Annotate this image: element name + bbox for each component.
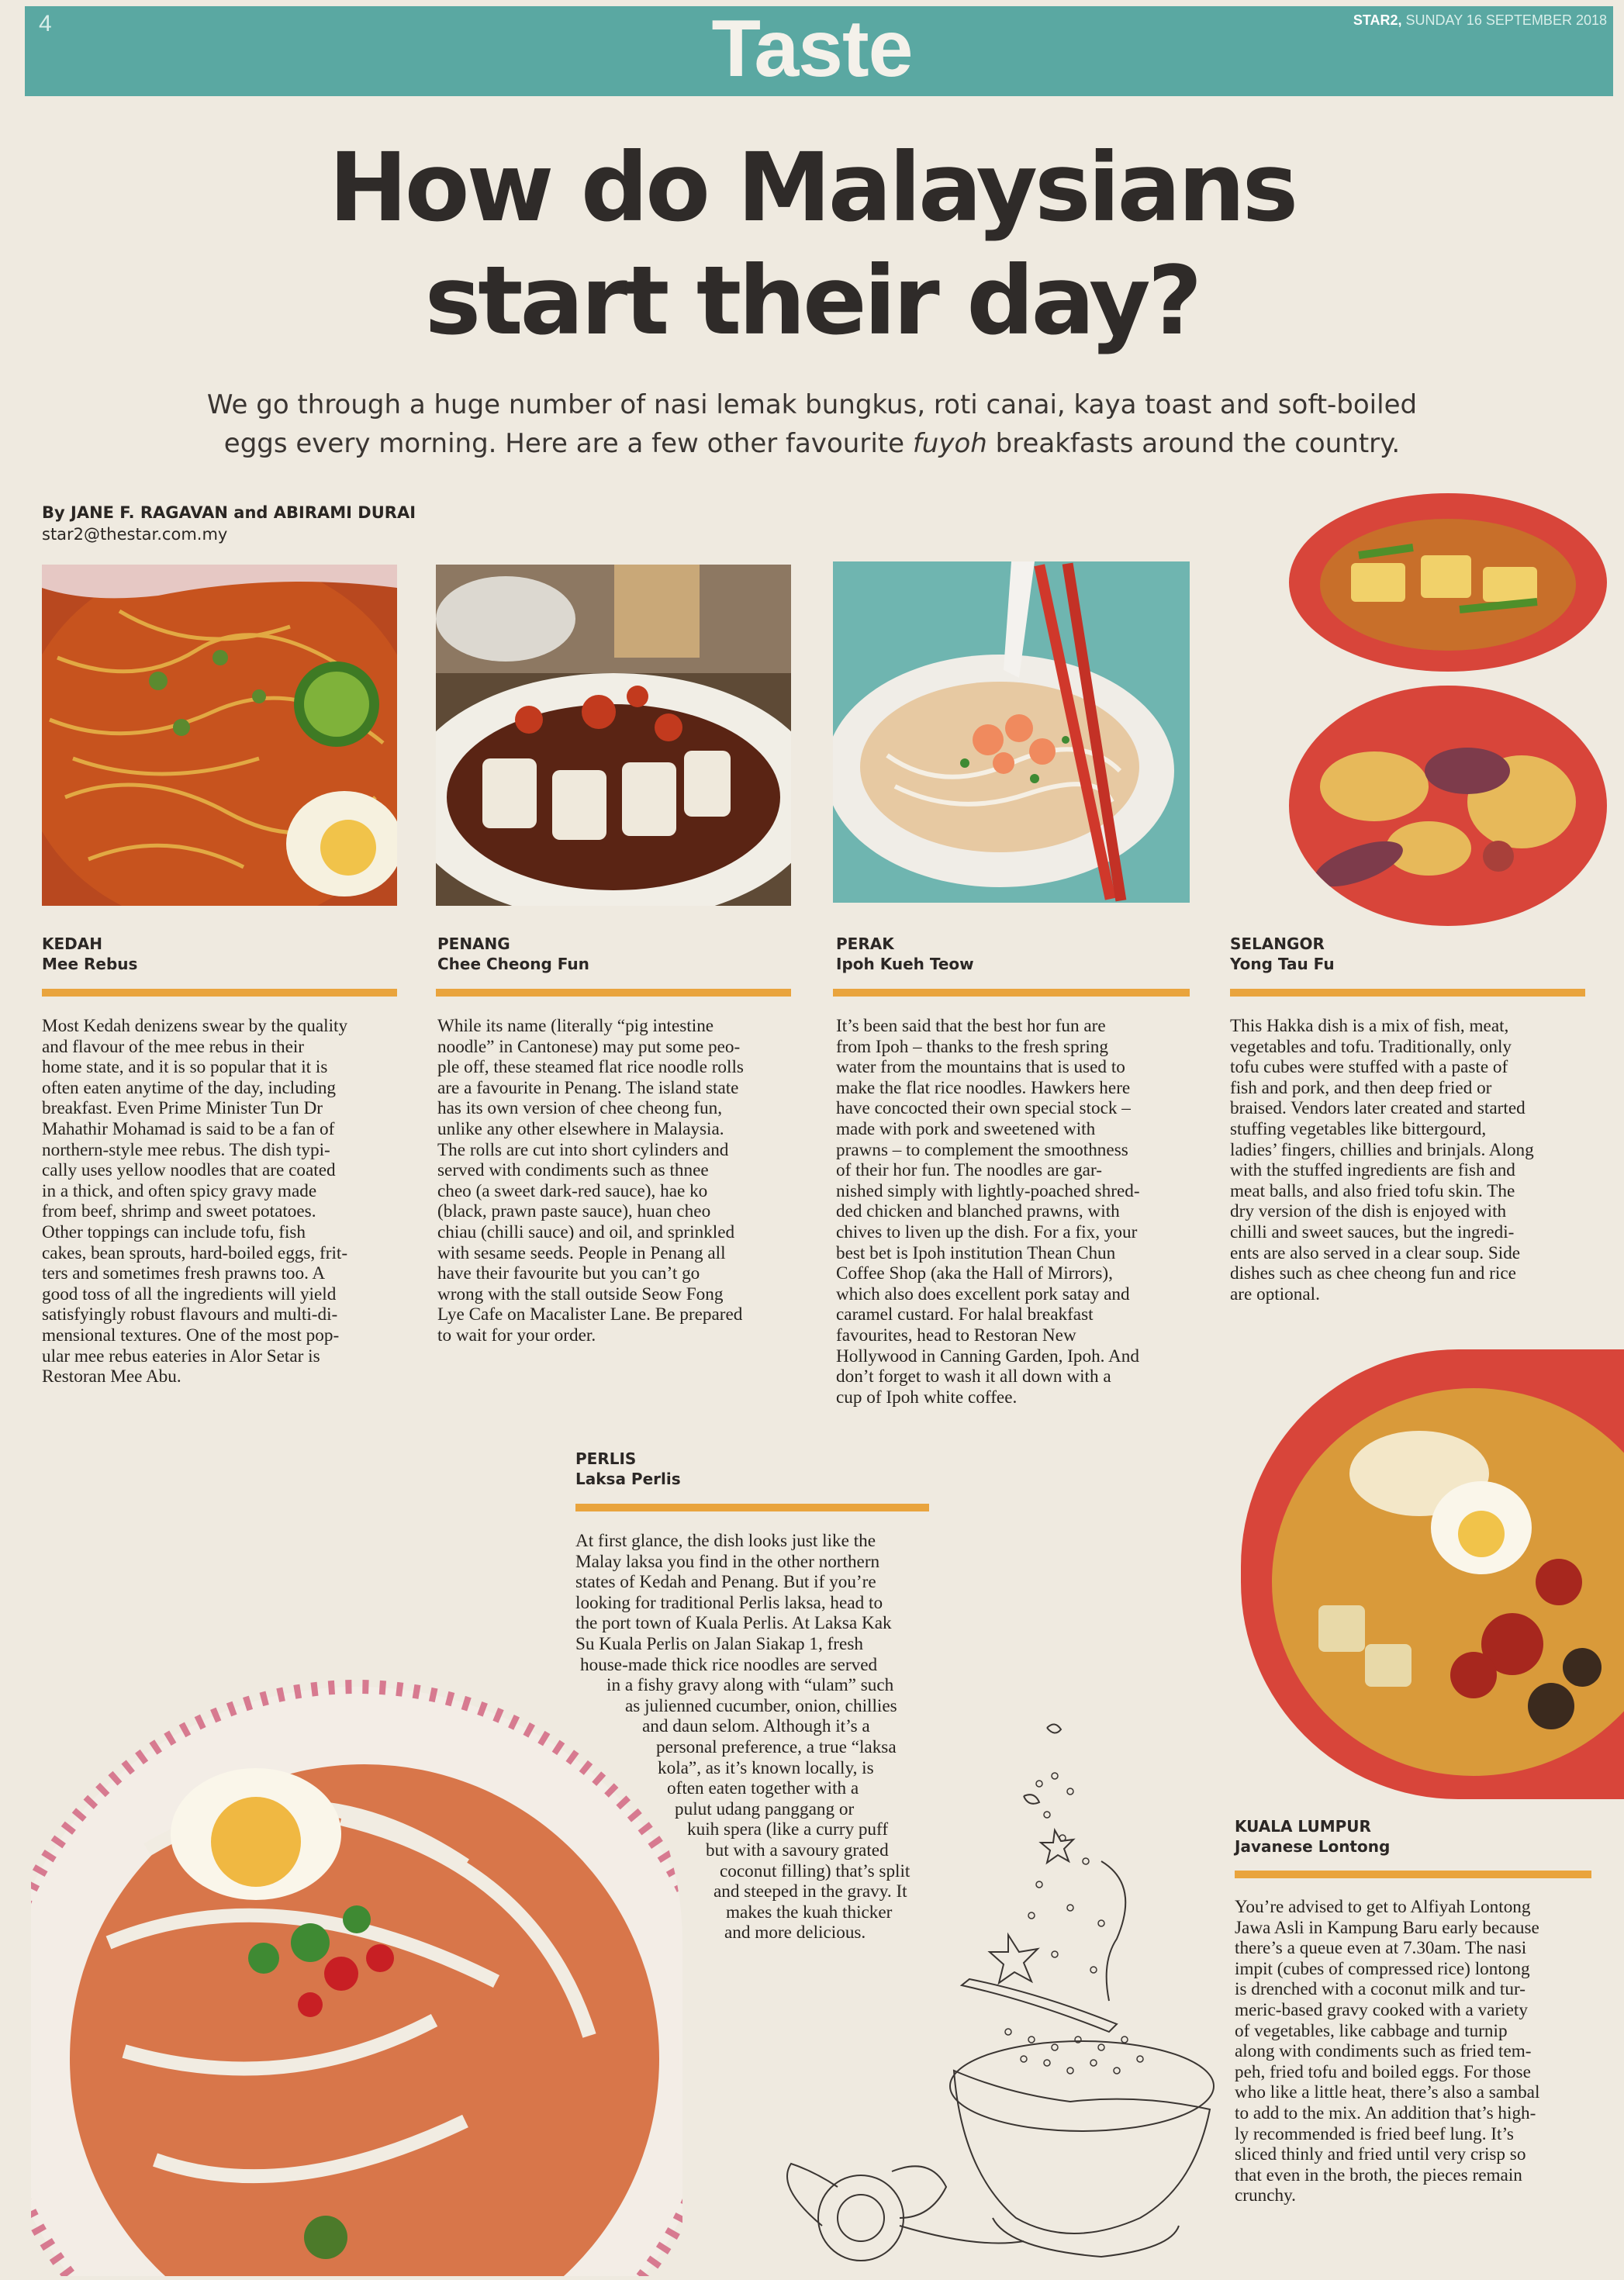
body-line: ly recommended is fried beef lung. It’s — [1235, 2123, 1514, 2144]
body-line: Jawa Asli in Kampung Baru early because — [1235, 1917, 1539, 1938]
body-line: in a thick, and often spicy gravy made — [42, 1180, 317, 1201]
body-line: water from the mountains that is used to — [836, 1057, 1125, 1078]
body-line: ladies’ fingers, chillies and brinjals. Along — [1230, 1139, 1534, 1160]
body-line: kola”, as it’s known locally, is — [658, 1757, 874, 1778]
body-line: makes the kuah thicker — [726, 1902, 893, 1922]
byline — [42, 502, 416, 545]
paper-name: STAR2, — [1353, 12, 1402, 28]
headline-line-2: start their day? — [424, 246, 1200, 356]
body-line: You’re advised to get to Alfiyah Lontong — [1235, 1897, 1531, 1917]
body-line: noodle” in Cantonese) may put some peo- — [437, 1036, 741, 1057]
body-line: Malay laksa you find in the other northern — [575, 1551, 880, 1572]
body-line: unlike any other elsewhere in Malaysia. — [437, 1118, 724, 1139]
body-line: but with a savoury grated — [706, 1840, 889, 1860]
body-line: vegetables and tofu. Traditionally, only — [1230, 1036, 1512, 1057]
body-line: the port town of Kuala Perlis. At Laksa Kak — [575, 1613, 892, 1634]
body-line: often eaten together with a — [667, 1778, 859, 1799]
body-line: Most Kedah denizens swear by the quality — [42, 1016, 348, 1036]
standfirst-italic: fuyoh — [912, 428, 987, 459]
body-line: best bet is Ipoh institution Thean Chun — [836, 1242, 1116, 1263]
body-line: have their favourite but you can’t go — [437, 1263, 700, 1284]
body-line: caramel custard. For halal breakfast — [836, 1304, 1094, 1325]
body-line: peh, fried tofu and boiled eggs. For those — [1235, 2061, 1531, 2082]
issue-date: SUNDAY 16 SEPTEMBER 2018 — [1405, 12, 1607, 28]
body-line: to wait for your order. — [437, 1325, 596, 1346]
body-line: house-made thick rice noodles are served — [580, 1654, 878, 1675]
body-line: (black, prawn paste sauce), huan cheo — [437, 1201, 711, 1222]
body-line: While its name (literally “pig intestine — [437, 1016, 714, 1036]
divider-rule — [1230, 989, 1585, 997]
photo-chee-cheong-fun — [436, 565, 791, 906]
body-line: Mahathir Mohamad is said to be a fan of — [42, 1118, 335, 1139]
dish-text-selangor — [1230, 1016, 1602, 1304]
body-line: has its own version of chee cheong fun, — [437, 1098, 723, 1119]
body-line: coconut filling) that’s split — [720, 1860, 910, 1881]
body-line: looking for traditional Perlis laksa, head to — [575, 1592, 883, 1613]
body-line: and flavour of the mee rebus in their — [42, 1036, 305, 1057]
standfirst-line-1: We go through a huge number of nasi lemak bungkus, roti canai, kaya toast and soft-boiled — [206, 389, 1418, 420]
body-line: braised. Vendors later created and started — [1230, 1098, 1526, 1119]
body-line: ple off, these steamed flat rice noodle rolls — [437, 1057, 744, 1078]
byline-email: star2@thestar.com.my — [42, 525, 228, 544]
body-line: are a favourite in Penang. The island state — [437, 1077, 739, 1098]
divider-rule — [575, 1504, 929, 1511]
dish-text-perlis — [575, 1531, 948, 1943]
body-line: crunchy. — [1235, 2185, 1296, 2206]
divider-rule — [436, 989, 791, 997]
body-line: make the flat rice noodles. Hawkers here — [836, 1077, 1131, 1098]
body-line: ular mee rebus eateries in Alor Setar is — [42, 1346, 320, 1366]
body-line: with sesame seeds. People in Penang all — [437, 1242, 726, 1263]
photo-javanese-lontong — [1241, 1349, 1624, 1799]
body-line: there’s a queue even at 7.30am. The nasi — [1235, 1938, 1527, 1959]
body-line: prawns – to complement the smoothness — [836, 1139, 1128, 1160]
body-line: chives to liven up the dish. For a fix, your — [836, 1221, 1138, 1242]
body-line: Restoran Mee Abu. — [42, 1366, 181, 1387]
dish-text-kedah — [42, 1016, 406, 1387]
divider-rule — [42, 989, 397, 997]
body-line: and steeped in the gravy. It — [714, 1881, 907, 1902]
body-line: impit (cubes of compressed rice) lontong — [1235, 1958, 1530, 1979]
body-line: northern-style mee rebus. The dish typi- — [42, 1139, 330, 1160]
body-line: satisfyingly robust flavours and multi-di- — [42, 1304, 338, 1325]
body-line: don’t forget to wash it all down with a — [836, 1366, 1111, 1387]
body-line: are optional. — [1230, 1283, 1320, 1304]
body-line: states of Kedah and Penang. But if you’re — [575, 1572, 876, 1593]
body-line: as julienned cucumber, onion, chillies — [625, 1695, 897, 1716]
body-line: kuih spera (like a curry puff — [687, 1819, 889, 1840]
body-line: favourites, head to Restoran New — [836, 1325, 1076, 1346]
body-line: nished simply with lightly-poached shred- — [836, 1180, 1140, 1201]
body-line: served with condiments such as thnee — [437, 1160, 709, 1181]
body-line: meat balls, and also fried tofu skin. The — [1230, 1180, 1515, 1201]
dish-heading-selangor: SELANGOR Yong Tau Fu — [1230, 934, 1335, 973]
photo-mee-rebus — [42, 565, 397, 906]
body-line: that even in the broth, the pieces remain — [1235, 2164, 1522, 2185]
body-line: It’s been said that the best hor fun are — [836, 1016, 1106, 1036]
body-line: cakes, bean sprouts, hard-boiled eggs, frit- — [42, 1242, 348, 1263]
body-line: At first glance, the dish looks just like the — [575, 1531, 876, 1551]
dish-heading-kuala-lumpur: KUALA LUMPUR Javanese Lontong — [1235, 1817, 1391, 1856]
body-line: meric-based gravy cooked with a variety — [1235, 1999, 1528, 2020]
body-line: fish and pork, and then deep fried or — [1230, 1077, 1492, 1098]
body-line: of vegetables, like cabbage and turnip — [1235, 2020, 1508, 2041]
body-line: who like a little heat, there’s also a sambal — [1235, 2082, 1540, 2103]
photo-yong-tau-fu-soup — [1289, 493, 1607, 672]
body-line: from Ipoh – thanks to the fresh spring — [836, 1036, 1108, 1057]
dish-heading-kedah: KEDAH Mee Rebus — [42, 934, 138, 973]
body-line: Other toppings can include tofu, fish — [42, 1221, 306, 1242]
body-line: often eaten anytime of the day, including — [42, 1077, 337, 1098]
body-line: home state, and it is so popular that it is — [42, 1057, 328, 1078]
standfirst-line-2: eggs every morning. Here are a few other favourite fuyoh breakfasts around the country. — [223, 428, 1401, 459]
body-line: This Hakka dish is a mix of fish, meat, — [1230, 1016, 1509, 1036]
body-line: dishes such as chee cheong fun and rice — [1230, 1263, 1516, 1284]
body-line: in a fishy gravy along with “ulam” such — [606, 1675, 894, 1696]
body-line: cup of Ipoh white coffee. — [836, 1387, 1018, 1408]
body-line: personal preference, a true “laksa — [656, 1736, 897, 1757]
dish-heading-perlis: PERLIS Laksa Perlis — [575, 1449, 681, 1488]
divider-rule — [833, 989, 1190, 997]
body-line: good toss of all the ingredients will yield — [42, 1283, 337, 1304]
body-line: Su Kuala Perlis on Jalan Siakap 1, fresh — [575, 1633, 863, 1654]
body-line: which also does excellent pork satay and — [836, 1283, 1130, 1304]
dish-text-perak — [836, 1016, 1208, 1408]
body-line: ters and sometimes fresh prawns too. A — [42, 1263, 326, 1284]
byline-authors: By JANE F. RAGAVAN and ABIRAMI DURAI — [42, 503, 416, 522]
body-line: cheo (a sweet dark-red sauce), hae ko — [437, 1180, 708, 1201]
body-line: and daun selom. Although it’s a — [642, 1716, 870, 1737]
body-line: to add to the mix. An addition that’s high- — [1235, 2102, 1536, 2123]
body-line: dry version of the dish is enjoyed with — [1230, 1201, 1507, 1222]
dish-heading-perak: PERAK Ipoh Kueh Teow — [836, 934, 974, 973]
body-line: Hollywood in Canning Garden, Ipoh. And — [836, 1346, 1139, 1366]
divider-rule — [1235, 1871, 1591, 1878]
headline-line-1: How do Malaysians — [328, 133, 1296, 243]
body-line: chiau (chilli sauce) and oil, and sprinkled — [437, 1221, 735, 1242]
section-title: Taste — [711, 4, 913, 94]
dateline — [1353, 12, 1607, 29]
body-line: cally uses yellow noodles that are coated — [42, 1160, 336, 1181]
dish-heading-penang: PENANG Chee Cheong Fun — [437, 934, 589, 973]
photo-yong-tau-fu-dry — [1289, 686, 1607, 926]
body-line: breakfast. Even Prime Minister Tun Dr — [42, 1098, 323, 1119]
body-line: from beef, shrimp and sweet potatoes. — [42, 1201, 316, 1222]
page-number: 4 — [39, 11, 52, 36]
body-line: tofu cubes were stuffed with a paste of — [1230, 1057, 1508, 1078]
body-line: ents are also served in a clear soup. Side — [1230, 1242, 1521, 1263]
body-line: pulut udang panggang or — [675, 1798, 855, 1819]
body-line: stuffing vegetables like bittergourd, — [1230, 1118, 1487, 1139]
body-line: along with condiments such as fried tem- — [1235, 2041, 1532, 2062]
dish-text-penang — [437, 1016, 802, 1346]
body-line: wrong with the stall outside Seow Fong — [437, 1283, 724, 1304]
body-line: is drenched with a coconut milk and tur- — [1235, 1979, 1526, 2000]
body-line: of their hor fun. The noodles are gar- — [836, 1160, 1102, 1181]
dish-text-kuala-lumpur — [1235, 1897, 1607, 2206]
body-line: sliced thinly and fried until very crisp so — [1235, 2144, 1526, 2165]
body-line: have concocted their own special stock – — [836, 1098, 1131, 1119]
body-line: ded chicken and blanched prawns, with — [836, 1201, 1120, 1222]
body-line: The rolls are cut into short cylinders and — [437, 1139, 729, 1160]
body-line: mensional textures. One of the most pop- — [42, 1325, 340, 1346]
body-line: chilli and sweet sauces, but the ingredi- — [1230, 1221, 1515, 1242]
body-line: Coffee Shop (aka the Hall of Mirrors), — [836, 1263, 1113, 1284]
body-line: made with pork and sweetened with — [836, 1118, 1096, 1139]
body-line: with the stuffed ingredients are fish and — [1230, 1160, 1515, 1181]
body-line: Lye Cafe on Macalister Lane. Be prepared — [437, 1304, 743, 1325]
body-line: and more delicious. — [724, 1922, 866, 1943]
photo-ipoh-kueh-teow — [833, 561, 1190, 903]
